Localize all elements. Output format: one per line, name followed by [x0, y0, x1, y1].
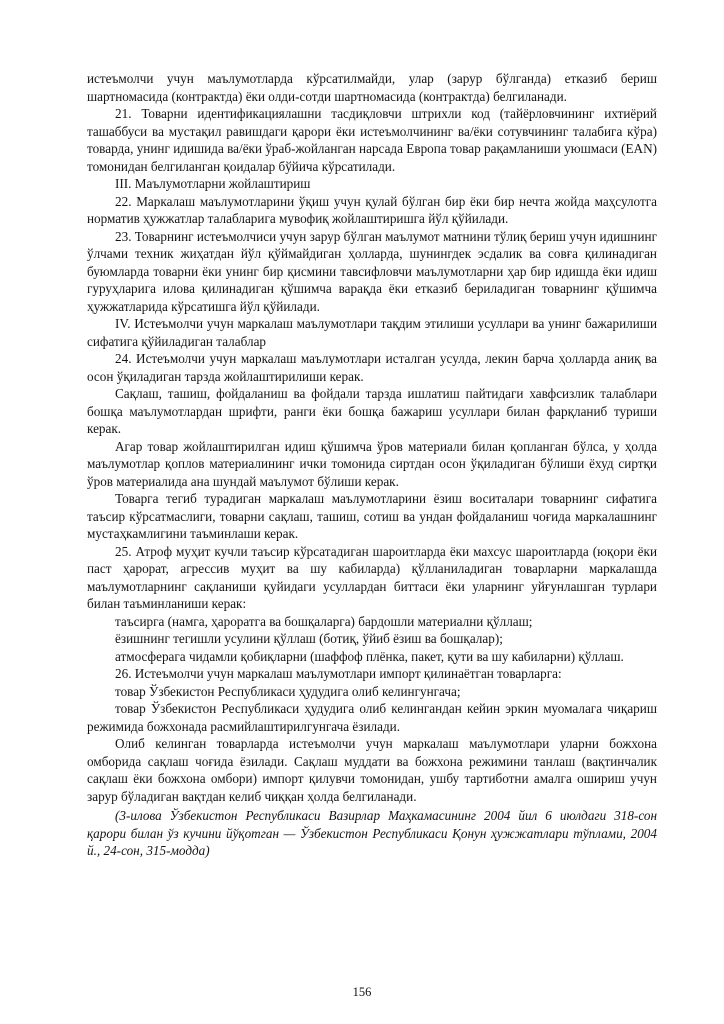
list-item: товар Ўзбекистон Республикаси ҳудудига олиб келингандан кейин эркин муомалага чиқариш режимида божхонада расмийлаштирилгунгача ёзилади.	[87, 701, 657, 734]
document-body	[87, 70, 657, 860]
paragraph-continuation: истеъмолчи учун маълумотларда кўрсатилмайди, улар (зарур бўлганда) етказиб бериш шартномасида (контрактда) ёки олди-сотди шартномасида (контрактда) белгиланади.	[87, 71, 657, 104]
paragraph-item-24: 24. Истеъмолчи учун маркалаш маълумотлари исталган усулда, лекин барча ҳолларда аниқ ва осон ўқиладиган тарзда жойлаштирилиши керак.	[87, 351, 657, 384]
list-item: таъсирга (намга, ҳароратга ва бошқаларга) бардошли материални қўллаш;	[115, 613, 533, 629]
paragraph-packaging: Агар товар жойлаштирилган идиш қўшимча ўров материали билан қопланган бўлса, у ҳолда маълумотлар қоплов материалининг ички томонида сиртдан осон ўқиладиган бўлиши ёхуд сиртқи ўров материалида ана шундай маълумот бўлиши керак.	[87, 438, 657, 489]
source-note: (3-илова Ўзбекистон Республикаси Вазирлар Маҳкамасининг 2004 йил 6 июлдаги 318-сон қарори билан ўз кучини йўқотган — Ўзбекистон Республикаси Қонун ҳужжатлари тўплами, 2004 й., 24-сон, 315-модда)	[87, 808, 657, 858]
list-item: товар Ўзбекистон Республикаси ҳудудига олиб келингунгача;	[115, 683, 461, 699]
paragraph-item-21: 21. Товарни идентификациялашни тасдиқловчи штрихли код (тайёрловчининг ихтиёрий ташаббуси ва мустақил равишдаги қарори ёки истеъмолчининг ва/ёки сотувчининг талабига кўра) товарда, унинг идишида ва/ёки ўраб-жойланган нарсада Европа товар рақамланиши уюшмаси (EAN) томонидан белгиланган қоидалар бўйича кўрсатилади.	[87, 106, 657, 174]
section-heading-4: IV. Истеъмолчи учун маркалаш маълумотлари тақдим этилиши усуллари ва унинг бажарилиши сифатига қўйиладиган талаблар	[87, 316, 657, 349]
paragraph-item-25: 25. Атроф муҳит кучли таъсир кўрсатадиган шароитларда ёки махсус шароитларда (юқори ёки паст ҳарорат, агрессив муҳит ва шу кабиларда) қўлланиладиган товарларни маркалашда маълумотларнинг сақланиши қуйидаги усуллардан биттаси ёки уларнинг уйғунлашган турлари билан таъминланиши керак:	[87, 543, 657, 611]
section-heading-3: III. Маълумотларни жойлаштириш	[115, 176, 311, 191]
paragraph-marking-tools: Товарга тегиб турадиган маркалаш маълумотларини ёзиш воситалари товарнинг сифатига таъсир кўрсатмаслиги, товарни сақлаш, ташиш, сотиш ва ундан фойдаланиш чоғида маркалашнинг мустаҳкамлигини таъминлаши керак.	[87, 491, 657, 541]
page-number: 156	[352, 985, 372, 999]
paragraph-item-23: 23. Товарнинг истеъмолчиси учун зарур бўлган маълумот матнини тўлиқ бериш учун идишнинг ўлчами техник жиҳатдан йўл қўймайдиган ҳолларда, шунингдек эсдалик ва совға қилинадиган буюмларда товарни ёки унинг бир қисмини тавсифловчи маълумотларни ҳар бир идишда ёки идиш гуруҳларига илова қилинадиган қўшимча варақда ёки етказиб бериладиган товарнинг қўшимча ҳужжатларида кўрсатишга йўл қўйилади.	[87, 228, 657, 314]
paragraph-safety-requirements: Сақлаш, ташиш, фойдаланиш ва фойдали тарзда ишлатиш пайтидаги хавфсизлик талаблари бошқа маълумотлардан шрифти, ранги ёки бошқа бажариш усуллари билан фарқланиб туриши керак.	[87, 386, 657, 436]
paragraph-item-22: 22. Маркалаш маълумотларини ўқиш учун қулай бўлган бир ёки бир нечта жойда маҳсулотга норматив ҳужжатлар талабларига мувофиқ жойлаштиришга йўл қўйилади.	[87, 193, 657, 226]
paragraph-item-26: 26. Истеъмолчи учун маркалаш маълумотлари импорт қилинаётган товарларга:	[115, 666, 562, 681]
paragraph-imported-goods: Олиб келинган товарларда истеъмолчи учун маркалаш маълумотлари уларни божхона омборида сақлаш чоғида ёзилади. Сақлаш муддати ва божхона режимини танлаш (вақтинчалик сақлаш ёки божхона омбори) импорт қилувчи томонидан, ушбу тартиботни амалга ошириш учун зарур бўладиган вақтдан келиб чиққан ҳолда белгиланади.	[87, 736, 657, 804]
list-item: ёзишнинг тегишли усулини қўллаш (ботиқ, ўйиб ёзиш ва бошқалар);	[115, 631, 503, 646]
list-item: атмосферага чидамли қобиқларни (шаффоф плёнка, пакет, қути ва шу кабиларни) қўллаш.	[115, 648, 624, 664]
